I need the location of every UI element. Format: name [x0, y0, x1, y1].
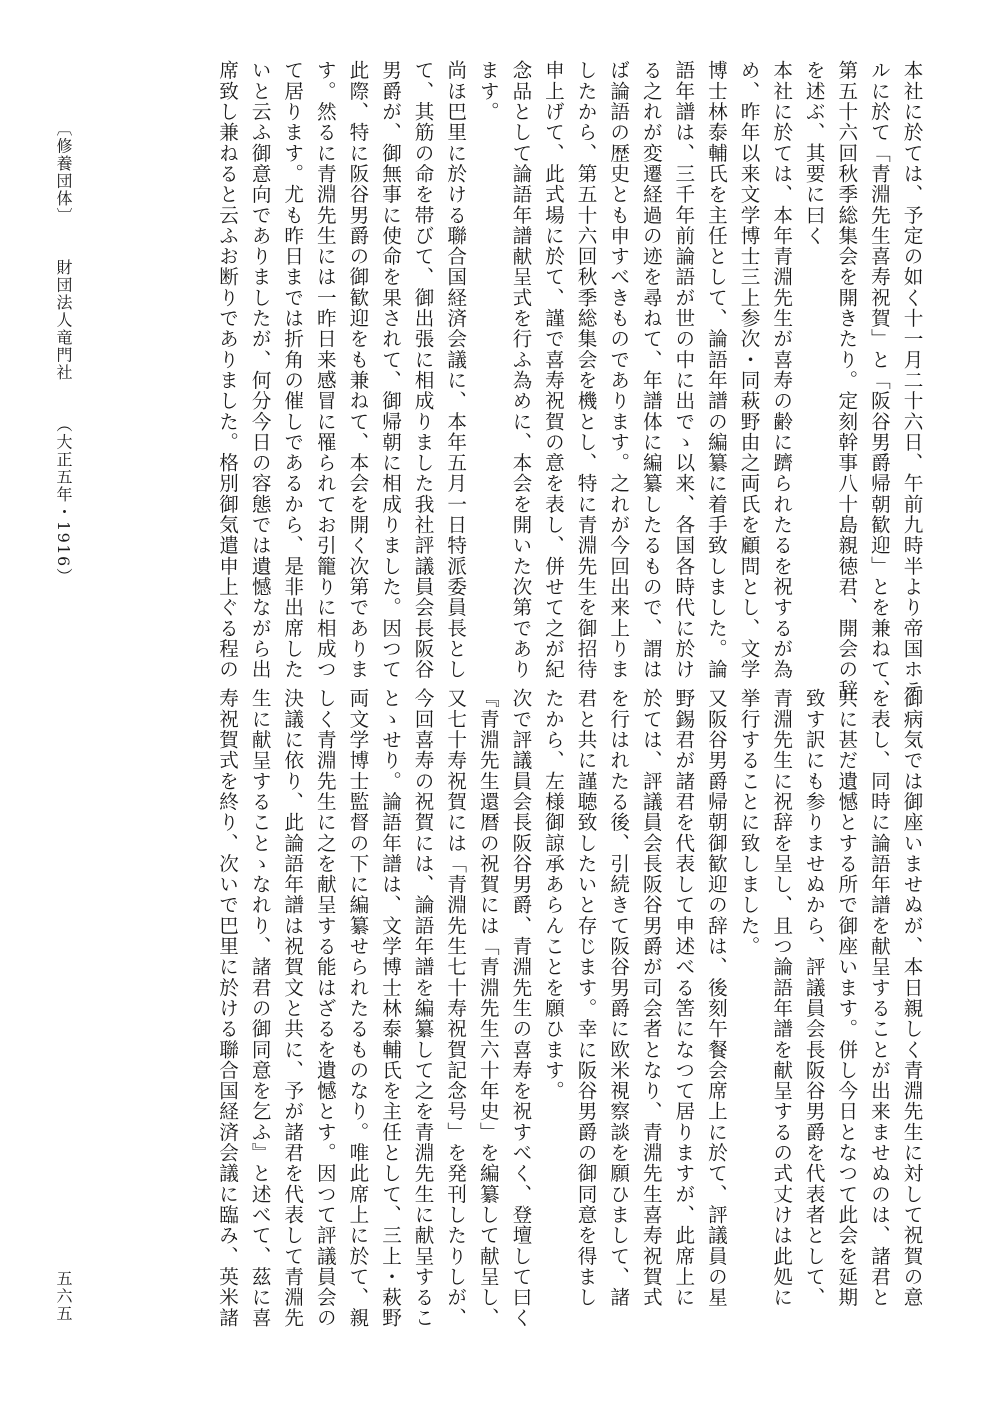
text-column: め、昨年以来文学博士三上参次・同萩野由之両氏を顧問とし、文学 [737, 60, 761, 680]
upper-text-block [210, 60, 927, 701]
footer-category: 〔修養団体〕 [54, 120, 73, 225]
text-column: ルに於て「青淵先生喜寿祝賀」と「阪谷男爵帰朝歓迎」とを兼ねて、 [867, 60, 891, 701]
text-column: 於ては、評議員会長阪谷男爵が司会者となり、青淵先生喜寿祝賀式 [639, 688, 663, 1308]
text-column: とゝせり。論語年譜は、文学博士林泰輔氏を主任として、三上・萩野 [378, 688, 402, 1329]
text-column: たから、左様御諒承あらんことを願ひます。 [541, 688, 565, 1101]
text-column: る之れが変遷経過の迹を尋ねて、年譜体に編纂したるもので、謂は [639, 60, 663, 680]
text-column: 此際、特に阪谷男爵の御歓迎をも兼ねて、本会を開く次第でありま [345, 60, 369, 680]
footer-era: （大正五年・1916） [54, 415, 73, 585]
page-number: 五六五 [54, 1270, 73, 1323]
text-column: いと云ふ御意向でありましたが、何分今日の容態では遺憾ながら出 [248, 60, 272, 680]
text-column: 本社に於ては、予定の如く十一月二十六日、午前九時半より帝国ホテ [900, 60, 923, 701]
text-column: 今回喜寿の祝賀には、論語年譜を編纂して之を青淵先生に献呈するこ [411, 688, 435, 1329]
text-column: 席致し兼ねると云ふお断りでありました。格別御気遣申上ぐる程の [215, 60, 239, 680]
text-column: 博士林泰輔氏を主任として、論語年譜の編纂に着手致しました。論 [704, 60, 728, 680]
text-column: 申上げて、此式場に於て、謹で喜寿祝賀の意を表し、併せて之が紀 [541, 60, 565, 680]
text-column: したから、第五十六回秋季総集会を機とし、特に青淵先生を御招待 [574, 60, 598, 680]
text-column: 致す訳にも参りませぬから、評議員会長阪谷男爵を代表者として、 [802, 688, 826, 1308]
text-column: す。然るに青淵先生には一昨日来感冒に罹られてお引籠りに相成つ [313, 60, 337, 680]
text-column: しく青淵先生に之を献呈する能はざるを遺憾とす。因つて評議員会の [313, 688, 337, 1329]
lower-text-block [210, 688, 927, 1328]
text-column: 両文学博士監督の下に編纂せられたるものなり。唯此席上に於て、親 [345, 688, 369, 1329]
text-column: ば論語の歴史とも申すべきものであります。之れが今回出来上りま [606, 60, 630, 680]
text-column: を表し、同時に論語年譜を献呈することが出来ませぬのは、諸君と [867, 688, 891, 1308]
text-column: 次で評議員会長阪谷男爵、青淵先生の喜寿を祝すべく、登壇して曰く [508, 688, 532, 1329]
text-column: 共に甚だ遺憾とする所で御座います。併し今日となつて此会を延期 [834, 688, 858, 1308]
text-column: 第五十六回秋季総集会を開きたり。定刻幹事八十島親徳君、開会の辞 [834, 60, 858, 701]
text-column: 『青淵先生還暦の祝賀には「青淵先生六十年史」を編纂して献呈し、 [476, 688, 500, 1329]
text-column: 青淵先生に祝辞を呈し、且つ論語年譜を献呈するの式丈けは此処に [769, 688, 793, 1308]
text-column: ます。 [476, 60, 500, 122]
text-column: 念品として論語年譜献呈式を行ふ為めに、本会を開いた次第であり [508, 60, 532, 680]
text-column: 挙行することに致しました。 [737, 688, 761, 957]
text-column: 本社に於ては、本年青淵先生が喜寿の齢に躋られたるを祝するが為 [769, 60, 793, 680]
text-column: 男爵が、御無事に使命を果されて、御帰朝に相成りました。因つて [378, 60, 402, 680]
text-column: を述ぶ、其要に曰く [802, 60, 826, 246]
text-column: て、其筋の命を帯びて、御出張に相成りました我社評議員会長阪谷 [411, 60, 435, 680]
text-column: 又阪谷男爵帰朝御歓迎の辞は、後刻午餐会席上に於て、評議員の星 [704, 688, 728, 1308]
text-column: 決議に依り、此論語年譜は祝賀文と共に、予が諸君を代表して青淵先 [280, 688, 304, 1329]
text-column: 野錫君が諸君を代表して申述べる筈になつて居りますが、此席上に [671, 688, 695, 1308]
text-column: て居ります。尤も昨日までは折角の催しであるから、是非出席した [280, 60, 304, 680]
running-footer [52, 120, 75, 660]
text-column: 語年譜は、三千年前論語が世の中に出でゝ以来、各国各時代に於け [671, 60, 695, 680]
text-column: 生に献呈することゝなれり、諸君の御同意を乞ふ』と述べて、茲に喜 [248, 688, 272, 1329]
text-column: を行はれたる後、引続きて阪谷男爵に欧米視察談を願ひまして、諸 [606, 688, 630, 1308]
text-column: 君と共に謹聴致したいと存じます。幸に阪谷男爵の御同意を得まし [574, 688, 598, 1308]
text-column: 寿祝賀式を終り、次いで巴里に於ける聯合国経済会議に臨み、英米諸 [215, 688, 239, 1329]
footer-organization: 財団法人竜門社 [54, 259, 73, 382]
text-column: 又七十寿祝賀には「青淵先生七十寿祝賀記念号」を発刊したりしが、 [443, 688, 467, 1329]
text-column: 尚ほ巴里に於ける聯合国経済会議に、本年五月一日特派委員長とし [443, 60, 467, 680]
text-column: 御病気では御座いませぬが、本日親しく青淵先生に対して祝賀の意 [900, 688, 923, 1308]
